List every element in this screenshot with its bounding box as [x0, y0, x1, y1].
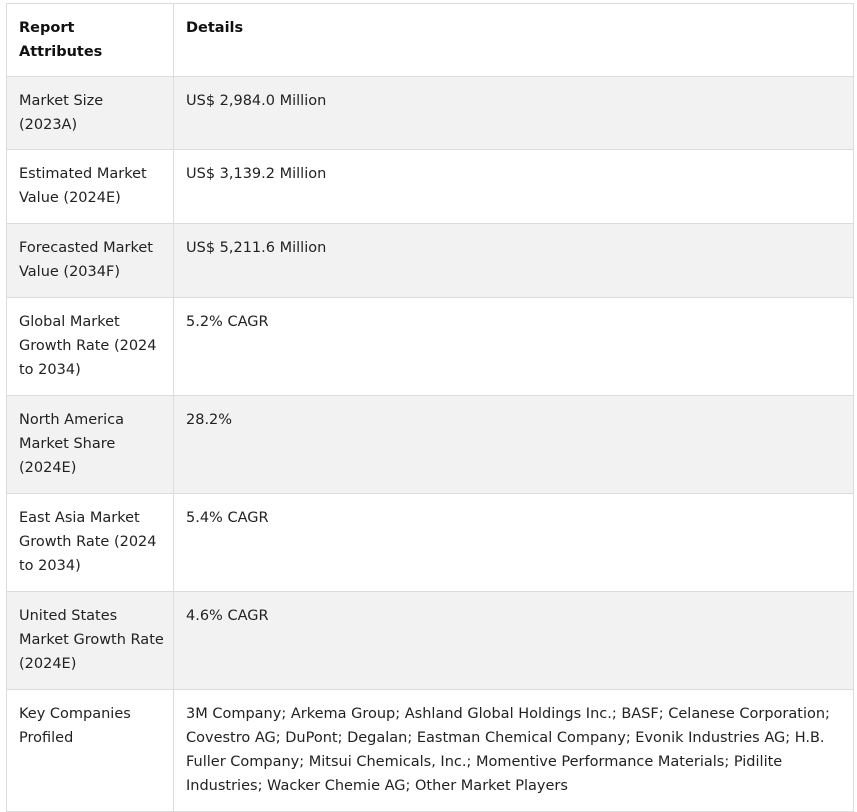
details-cell: 5.4% CAGR	[174, 494, 854, 592]
attribute-cell: Forecasted Market Value (2034F)	[7, 224, 174, 298]
details-cell: US$ 5,211.6 Million	[174, 224, 854, 298]
table-row	[7, 592, 854, 690]
table-header-row	[7, 4, 854, 77]
details-cell: 3M Company; Arkema Group; Ashland Global Holdings Inc.; BASF; Celanese Corporation; Covestro AG; DuPont; Degalan; Eastman Chemical Company; Evonik Industries AG; H.B. Fuller Company; Mitsui Chemicals, Inc.; Momentive Performance Materials; Pidilite Industries; Wacker Chemie AG; Other Market Players	[174, 690, 854, 812]
table-row	[7, 298, 854, 396]
attribute-cell: Key Companies Profiled	[7, 690, 174, 812]
details-cell: US$ 3,139.2 Million	[174, 150, 854, 224]
table-row	[7, 224, 854, 298]
attribute-cell: United States Market Growth Rate (2024E)	[7, 592, 174, 690]
attribute-cell: Estimated Market Value (2024E)	[7, 150, 174, 224]
column-header-attributes: Report Attributes	[7, 4, 174, 77]
table-row	[7, 150, 854, 224]
table-row	[7, 494, 854, 592]
attribute-cell: Global Market Growth Rate (2024 to 2034)	[7, 298, 174, 396]
table-row	[7, 77, 854, 150]
table-row	[7, 396, 854, 494]
details-cell: 28.2%	[174, 396, 854, 494]
details-cell: 4.6% CAGR	[174, 592, 854, 690]
attribute-cell: Market Size (2023A)	[7, 77, 174, 150]
report-attributes-table	[6, 3, 854, 812]
table-row	[7, 690, 854, 812]
attribute-cell: North America Market Share (2024E)	[7, 396, 174, 494]
column-header-details: Details	[174, 4, 854, 77]
details-cell: US$ 2,984.0 Million	[174, 77, 854, 150]
details-cell: 5.2% CAGR	[174, 298, 854, 396]
attribute-cell: East Asia Market Growth Rate (2024 to 2034)	[7, 494, 174, 592]
